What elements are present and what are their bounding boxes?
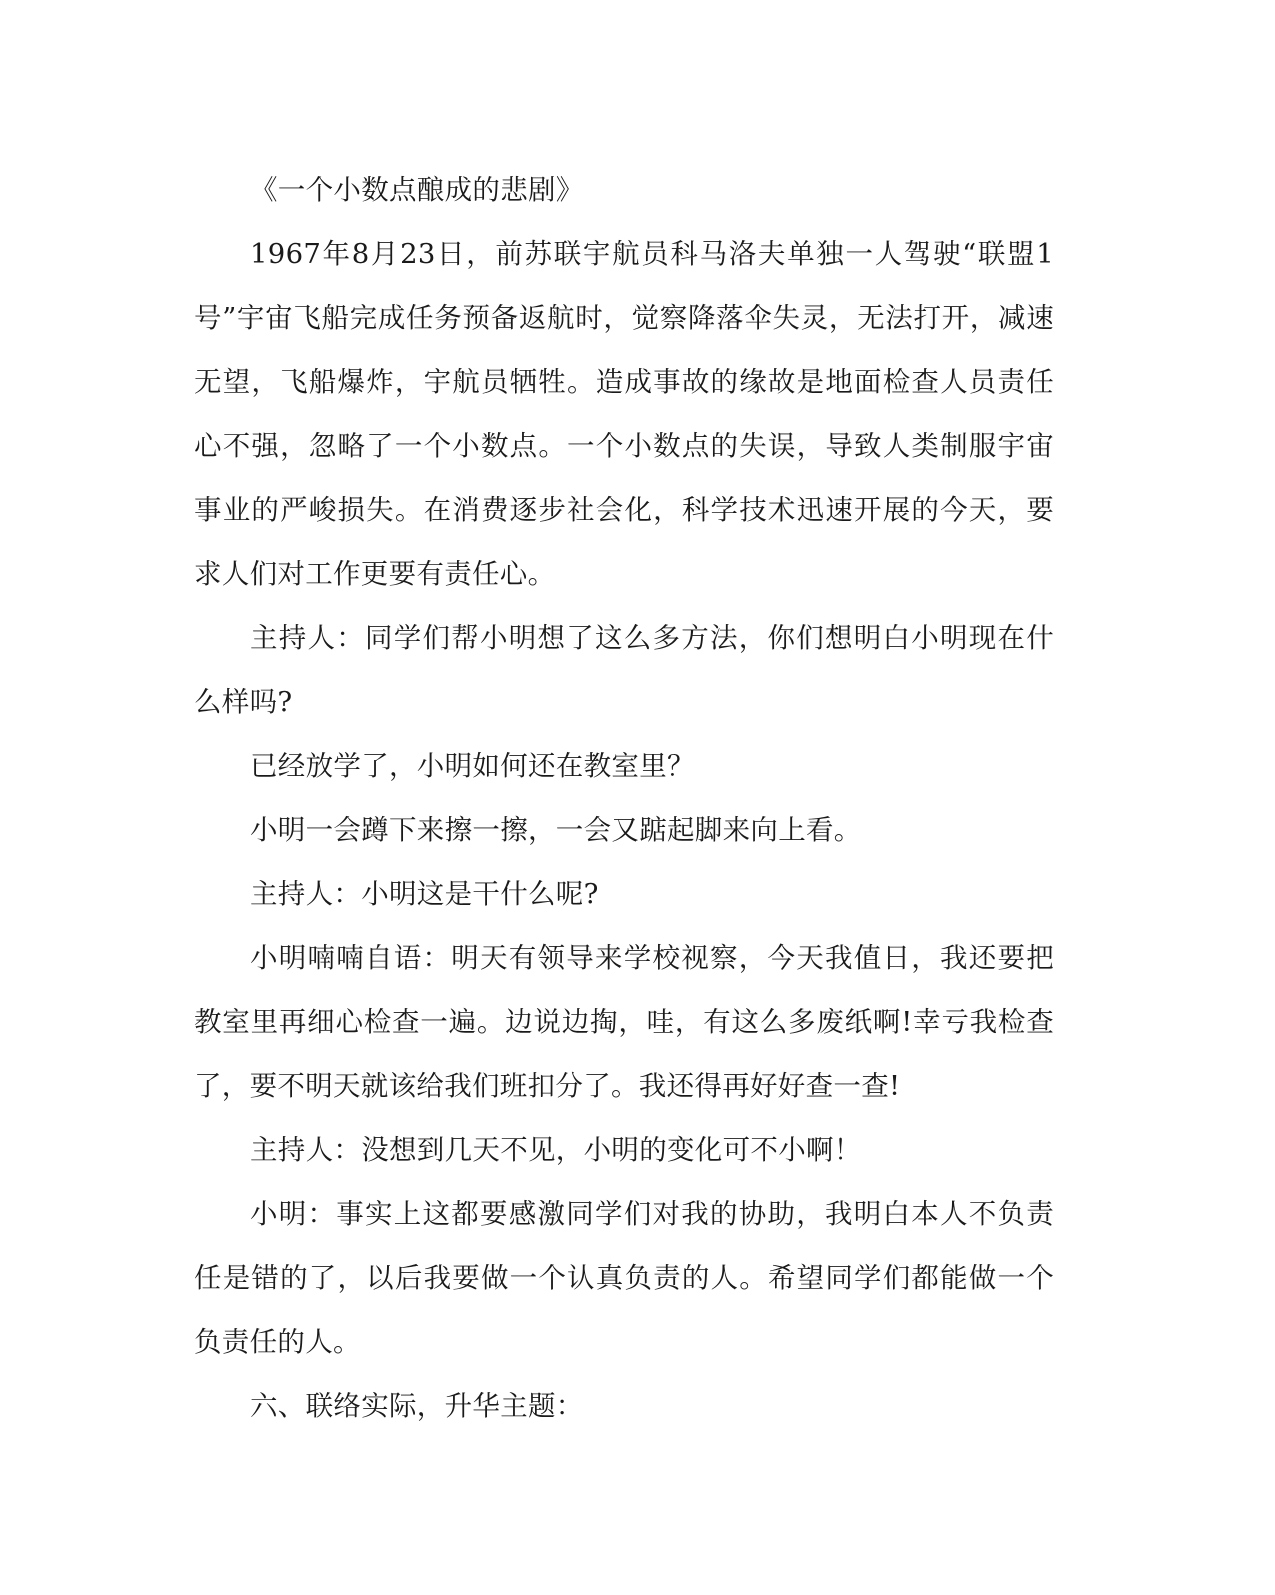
section-title: 《一个小数点酿成的悲剧》 [250,174,584,206]
document-body [194,158,1054,1438]
paragraph-xiaoming-thanks: 小明：事实上这都要感激同学们对我的协助，我明白本人不负责任是错的了，以后我要做一个认真负责的人。希望同学们都能做一个负责任的人。 [194,1198,1054,1358]
paragraph-xiaoming-action: 小明一会蹲下来擦一擦，一会又踮起脚来向上看。 [250,814,862,846]
paragraph-after-school: 已经放学了，小明如何还在教室里？ [250,750,695,782]
paragraph-host-question: 主持人：同学们帮小明想了这么多方法，你们想明白小明现在什么样吗? [194,622,1054,718]
paragraph-host-what: 主持人：小明这是干什么呢? [250,878,599,910]
section-heading-six: 六、联络实际，升华主题： [250,1390,584,1422]
paragraph-story: 1967年8月23日，前苏联宇航员科马洛夫单独一人驾驶“联盟1号”宇宙飞船完成任务预备返航时，觉察降落伞失灵，无法打开，减速无望，飞船爆炸，宇航员牺牲。造成事故的缘故是地面检查人员责任心不强，忽略了一个小数点。一个小数点的失误，导致人类制服宇宙事业的严峻损失。在消费逐步社会化，科学技术迅速开展的今天，要求人们对工作更要有责任心。 [194,238,1054,590]
paragraph-xiaoming-monologue: 小明喃喃自语：明天有领导来学校视察，今天我值日，我还要把教室里再细心检查一遍。边说边掏，哇，有这么多废纸啊!幸亏我检查了，要不明天就该给我们班扣分了。我还得再好好查一查! [194,942,1054,1102]
paragraph-host-surprise: 主持人：没想到几天不见，小明的变化可不小啊！ [250,1134,862,1166]
